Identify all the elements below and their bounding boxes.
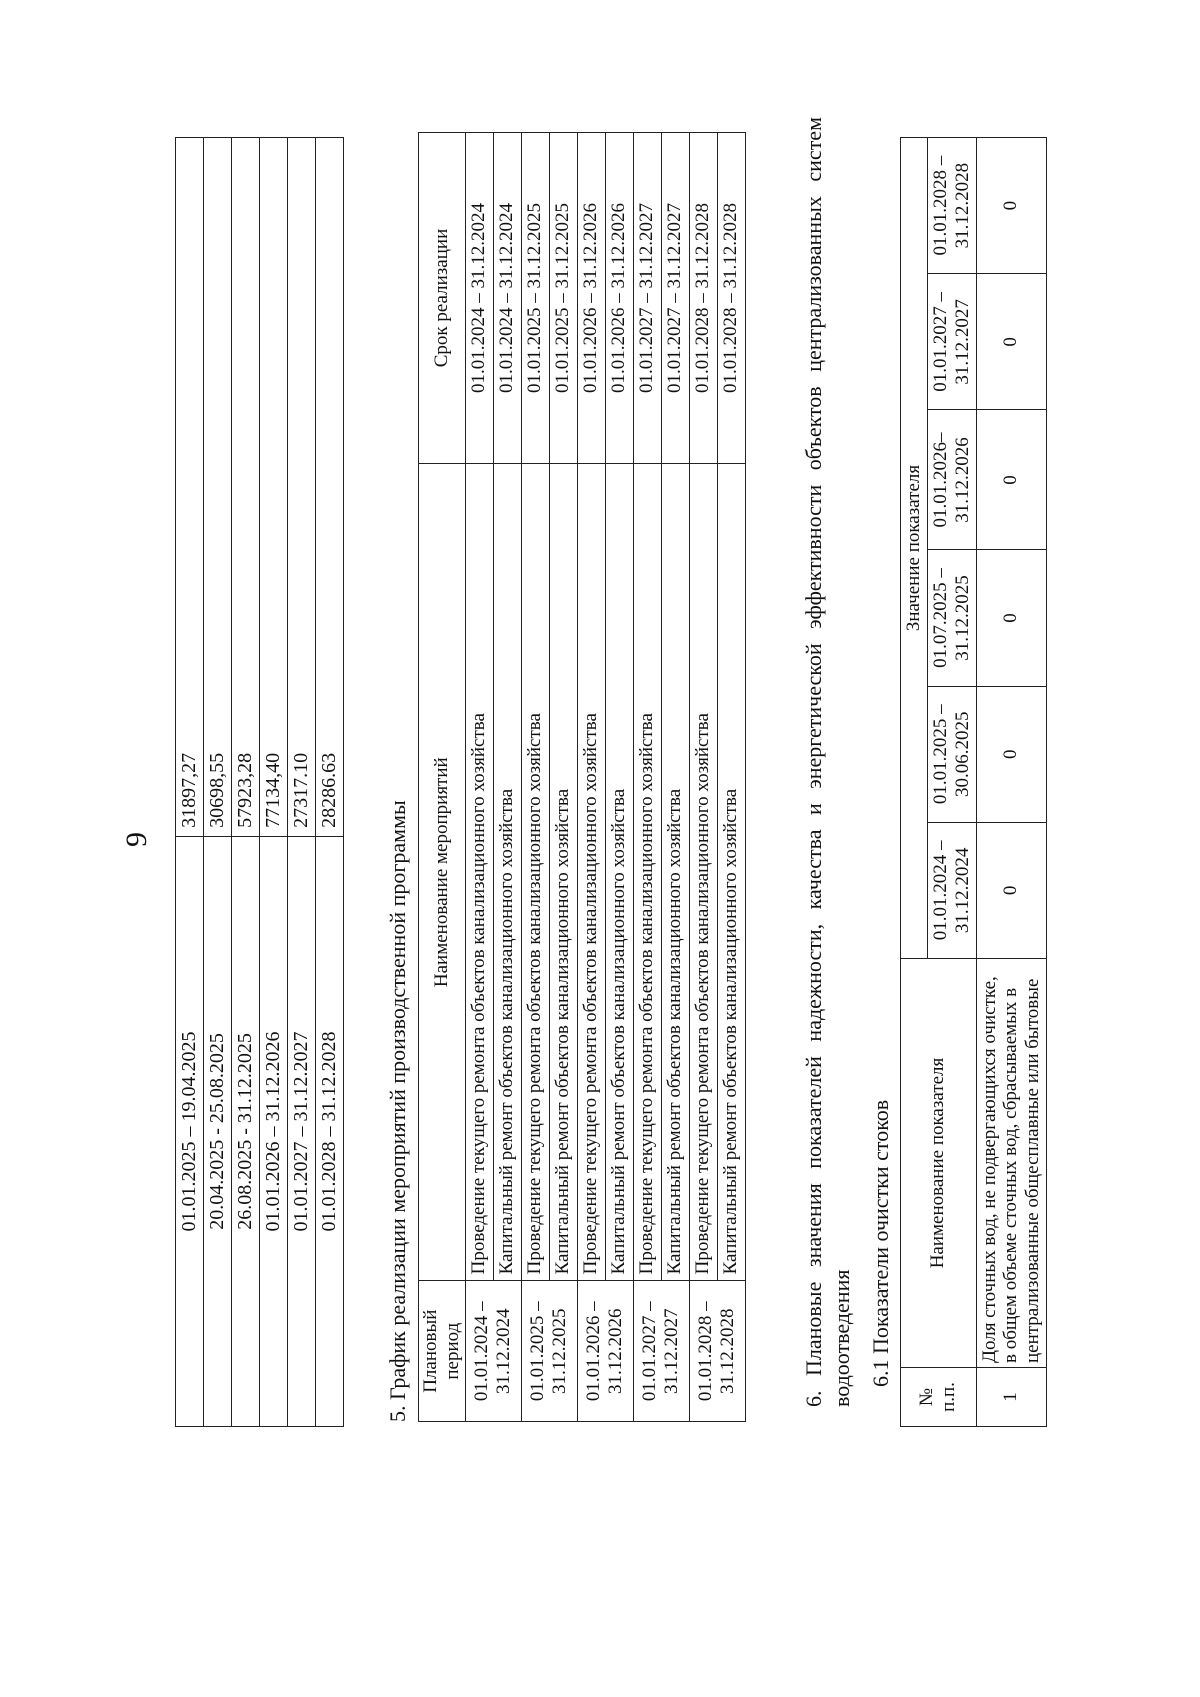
schedule-row [717,133,745,1422]
page-number: 9 [120,832,153,847]
header-num: № п.п. [901,1368,977,1427]
tariff-row [176,138,204,1427]
schedule-table-body [465,133,745,1422]
schedule-period: 01.01.2025 – 31.12.2025 [521,1281,577,1422]
tariff-table [175,137,344,1427]
indicators-header-row-1 [901,138,928,1427]
tariff-period: 01.01.2027 – 31.12.2027 [288,836,316,1426]
tariff-period: 01.01.2026 – 31.12.2026 [260,836,288,1426]
tariff-value: 77134,40 [260,138,288,837]
tariff-value: 28286.63 [316,138,344,837]
schedule-period: 01.01.2027 – 31.12.2027 [633,1281,689,1422]
schedule-term: 01.01.2024 – 31.12.2024 [465,133,493,464]
indicator-row [976,138,1047,1427]
schedule-term: 01.01.2027 – 31.12.2027 [633,133,661,464]
schedule-event: Проведение текущего ремонта объектов канализационного хозяйства [689,464,717,1281]
indicator-value: 0 [976,274,1047,410]
tariff-row [232,138,260,1427]
indicators-table [900,137,1047,1427]
header-period: 01.01.2028 – 31.12.2028 [927,138,976,274]
schedule-event: Капитальный ремонт объектов канализационного хозяйства [549,464,577,1281]
tariff-row [204,138,232,1427]
indicator-value: 0 [976,138,1047,274]
tariff-row [288,138,316,1427]
section-5-title: 5. График реализации мероприятий производственной программы [385,800,410,1422]
schedule-event: Капитальный ремонт объектов канализационного хозяйства [717,464,745,1281]
schedule-event: Проведение текущего ремонта объектов канализационного хозяйства [521,464,549,1281]
schedule-row [689,133,717,1422]
indicator-value: 0 [976,550,1047,686]
indicators-table-body [976,138,1047,1427]
tariff-period: 20.04.2025 - 25.08.2025 [204,836,232,1426]
schedule-period: 01.01.2024 – 31.12.2024 [465,1281,521,1422]
schedule-row [521,133,549,1422]
schedule-event: Капитальный ремонт объектов канализационного хозяйства [605,464,633,1281]
header-period: 01.01.2024 – 31.12.2024 [927,822,976,958]
schedule-term: 01.01.2028 – 31.12.2028 [717,133,745,464]
schedule-period: 01.01.2026 – 31.12.2026 [577,1281,633,1422]
header-indicator-name: Наименование показателя [901,959,977,1368]
schedule-term: 01.01.2028 – 31.12.2028 [689,133,717,464]
schedule-term: 01.01.2027 – 31.12.2027 [661,133,689,464]
header-period: 01.01.2027 – 31.12.2027 [927,274,976,410]
schedule-event: Проведение текущего ремонта объектов канализационного хозяйства [465,464,493,1281]
tariff-value: 27317.10 [288,138,316,837]
indicator-num: 1 [976,1368,1047,1427]
schedule-row [633,133,661,1422]
section-6-1-title: 6.1 Показатели очистки стоков [868,1099,893,1387]
schedule-event: Проведение текущего ремонта объектов канализационного хозяйства [633,464,661,1281]
schedule-term: 01.01.2024 – 31.12.2024 [493,133,521,464]
schedule-row [465,133,493,1422]
schedule-event: Капитальный ремонт объектов канализационного хозяйства [661,464,689,1281]
indicator-value: 0 [976,822,1047,958]
section-6-title: 6. Плановые значения показателей надежности, качества и энергетической эффективности объектов централизованных систем водоотведения [801,117,854,1407]
indicator-value: 0 [976,410,1047,550]
schedule-term: 01.01.2026 – 31.12.2026 [605,133,633,464]
schedule-event: Капитальный ремонт объектов канализационного хозяйства [493,464,521,1281]
header-period: Плановый период [419,1281,466,1422]
schedule-event: Проведение текущего ремонта объектов канализационного хозяйства [577,464,605,1281]
tariff-table-body [176,138,344,1427]
header-event: Наименование мероприятий [419,464,466,1281]
tariff-value: 57923,28 [232,138,260,837]
header-period: 01.07.2025 – 31.12.2025 [927,550,976,686]
schedule-row [493,133,521,1422]
indicators-table-head [901,138,977,1427]
indicator-name: Доля сточных вод, не подвергающихся очистке, в общем объеме сточных вод, сбрасываемых в централизованные общесплавные или бытовые [976,959,1047,1368]
tariff-value: 30698,55 [204,138,232,837]
schedule-row [661,133,689,1422]
schedule-table [418,132,746,1422]
schedule-row [549,133,577,1422]
indicator-value: 0 [976,686,1047,822]
schedule-row [577,133,605,1422]
tariff-row [316,138,344,1427]
schedule-term: 01.01.2025 – 31.12.2025 [521,133,549,464]
tariff-period: 01.01.2028 – 31.12.2028 [316,836,344,1426]
header-period: 01.01.2026– 31.12.2026 [927,410,976,550]
schedule-term: 01.01.2026 – 31.12.2026 [577,133,605,464]
schedule-term: 01.01.2025 – 31.12.2025 [549,133,577,464]
header-value-group: Значение показателя [901,138,928,959]
schedule-header-row [419,133,466,1422]
header-term: Срок реализации [419,133,466,464]
tariff-period: 26.08.2025 - 31.12.2025 [232,836,260,1426]
tariff-row [260,138,288,1427]
schedule-row [605,133,633,1422]
tariff-value: 31897,27 [176,138,204,837]
schedule-period: 01.01.2028 – 31.12.2028 [689,1281,745,1422]
tariff-period: 01.01.2025 – 19.04.2025 [176,836,204,1426]
header-period: 01.01.2025 – 30.06.2025 [927,686,976,822]
